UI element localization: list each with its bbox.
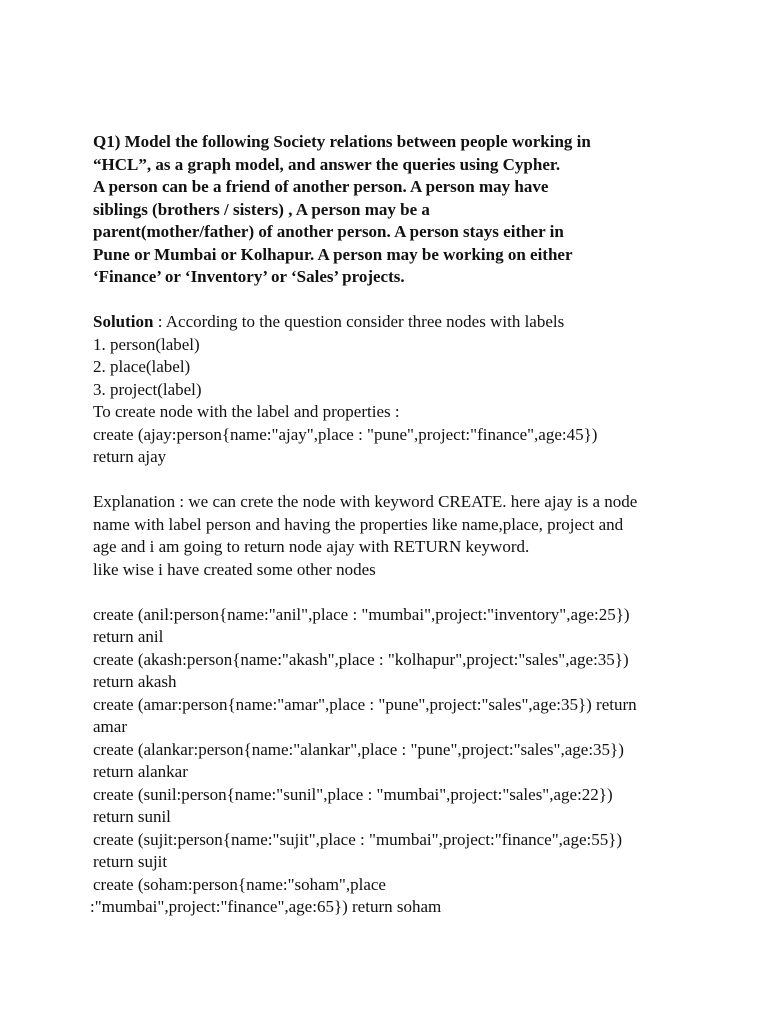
question-line-2: “HCL”, as a graph model, and answer the queries using Cypher. [93,155,561,174]
code-line: :"mumbai",project:"finance",age:65}) return soham [90,897,442,916]
question-line-5: parent(mother/father) of another person. A person stays either in [93,222,564,241]
label-list-item-2: 2. place(label) [93,357,191,376]
code-line: create (anil:person{name:"anil",place : "mumbai",project:"inventory",age:25}) [93,605,630,624]
label-list-item-1: 1. person(label) [93,335,200,354]
code-line: create (akash:person{name:"akash",place : "kolhapur",project:"sales",age:35}) [93,650,629,669]
solution-intro-text: : According to the question consider three nodes with labels [153,312,565,331]
create-intro: To create node with the label and properties : [93,402,400,421]
label-list-item-3: 3. project(label) [93,380,202,399]
code-line: create (amar:person{name:"amar",place : "pune",project:"sales",age:35}) return [93,695,637,714]
code-line: return alankar [93,762,188,781]
code-line: return anil [93,627,164,646]
solution-intro [93,311,713,333]
code-line: create (sujit:person{name:"sujit",place : "mumbai",project:"finance",age:55}) [93,830,623,849]
question-line-3: A person can be a friend of another person. A person may have [93,177,549,196]
code-line: return sunil [93,807,171,826]
question-line-1: Q1) Model the following Society relations between people working in [93,132,591,151]
question-line-4: siblings (brothers / sisters) , A person may be a [93,200,430,219]
explanation-line-3: age and i am going to return node ajay with RETURN keyword. [93,537,530,556]
code-line: create (soham:person{name:"soham",place [93,875,386,894]
question-line-6: Pune or Mumbai or Kolhapur. A person may be working on either [93,245,573,264]
code-line: return sujit [93,852,168,871]
code-line: create (ajay:person{name:"ajay",place : "pune",project:"finance",age:45}) [93,425,598,444]
code-line: return ajay [93,447,167,466]
explanation-line-2: name with label person and having the properties like name,place, project and [93,515,624,534]
code-line: create (alankar:person{name:"alankar",place : "pune",project:"sales",age:35}) [93,740,624,759]
code-line: create (sunil:person{name:"sunil",place : "mumbai",project:"sales",age:22}) [93,785,613,804]
question-line-7: ‘Finance’ or ‘Inventory’ or ‘Sales’ projects. [93,267,405,286]
code-line: amar [93,717,127,736]
explanation-line-4: like wise i have created some other nodes [93,560,376,579]
code-line: return akash [93,672,177,691]
explanation-line-1: Explanation : we can crete the node with keyword CREATE. here ajay is a node [93,492,638,511]
solution-label: Solution [93,312,154,331]
